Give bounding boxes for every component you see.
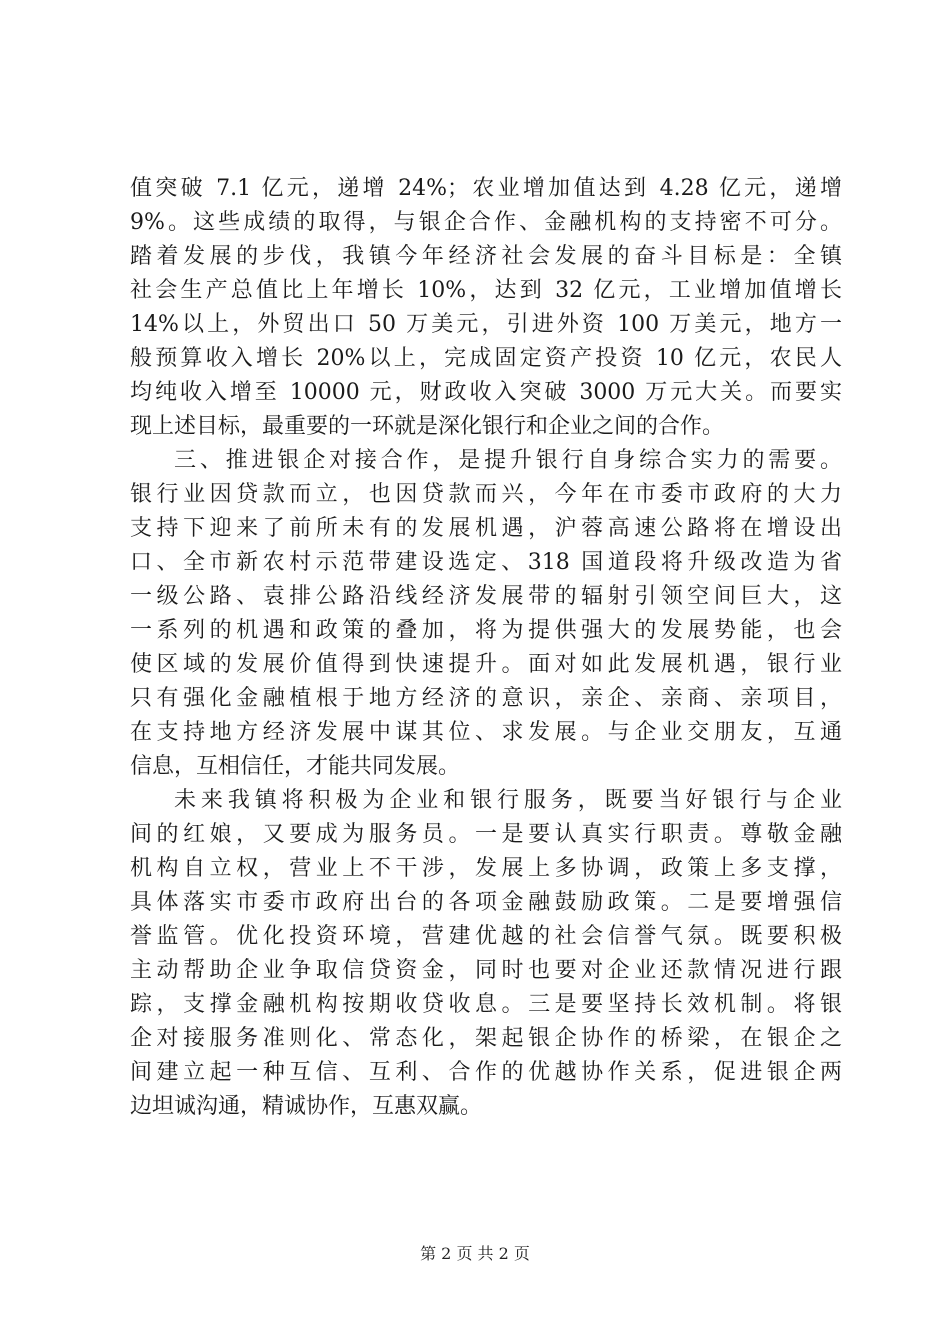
- paragraph-3: [130, 784, 842, 1124]
- text-line: 均纯收入增至 10000 元，财政收入突破 3000 万元大关。而要实: [130, 380, 842, 405]
- text-line: 间建立起一种互信、互利、合作的优越协作关系，促进银企两: [130, 1060, 842, 1085]
- text-line: 9%。这些成绩的取得，与银企合作、金融机构的支持密不可分。: [130, 210, 842, 235]
- text-line: 间的红娘，又要成为服务员。一是要认真实行职责。尊敬金融: [130, 822, 842, 847]
- text-line: 般预算收入增长 20%以上，完成固定资产投资 10 亿元，农民人: [130, 346, 842, 371]
- text-line: 口、全市新农村示范带建设选定、318 国道段将升级改造为省: [130, 550, 842, 575]
- text-line: 值突破 7.1 亿元，递增 24%；农业增加值达到 4.28 亿元，递增: [130, 176, 842, 201]
- text-line: 踏着发展的步伐，我镇今年经济社会发展的奋斗目标是：全镇: [130, 244, 842, 269]
- text-line: 未来我镇将积极为企业和银行服务，既要当好银行与企业: [174, 788, 842, 813]
- text-line: 企对接服务准则化、常态化，架起银企协作的桥梁，在银企之: [130, 1026, 842, 1051]
- text-line: 机构自立权，营业上不干涉，发展上多协调，政策上多支撑，: [130, 856, 842, 881]
- document-body: [130, 172, 842, 1124]
- text-line: 银行业因贷款而立，也因贷款而兴，今年在市委市政府的大力: [130, 482, 842, 507]
- text-line: 一级公路、袁排公路沿线经济发展带的辐射引领空间巨大，这: [130, 584, 842, 609]
- text-line: 在支持地方经济发展中谋其位、求发展。与企业交朋友，互通: [130, 720, 842, 745]
- paragraph-1: [130, 172, 842, 444]
- text-line: 誉监管。优化投资环境，营建优越的社会信誉气氛。既要积极: [130, 924, 842, 949]
- page-number-label: 第 2 页 共 2 页: [420, 1244, 530, 1263]
- text-line: 只有强化金融植根于地方经济的意识，亲企、亲商、亲项目，: [130, 686, 842, 711]
- page-footer: [0, 1244, 950, 1264]
- text-line: 踪，支撑金融机构按期收贷收息。三是要坚持长效机制。将银: [130, 992, 842, 1017]
- text-line: 支持下迎来了前所未有的发展机遇，沪蓉高速公路将在增设出: [130, 516, 842, 541]
- text-line: 一系列的机遇和政策的叠加，将为提供强大的发展势能，也会: [130, 618, 842, 643]
- text-line: 现上述目标，最重要的一环就是深化银行和企业之间的合作。: [130, 414, 725, 439]
- text-line: 信息，互相信任，才能共同发展。: [130, 754, 461, 779]
- text-line: 社会生产总值比上年增长 10%，达到 32 亿元，工业增加值增长: [130, 278, 842, 303]
- text-line: 具体落实市委市政府出台的各项金融鼓励政策。二是要增强信: [130, 890, 842, 915]
- paragraph-2: [130, 444, 842, 784]
- text-line: 主动帮助企业争取信贷资金，同时也要对企业还款情况进行跟: [130, 958, 842, 983]
- text-line: 边坦诚沟通，精诚协作，互惠双赢。: [130, 1094, 483, 1119]
- text-line: 三、推进银企对接合作，是提升银行自身综合实力的需要。: [174, 448, 842, 473]
- text-line: 14%以上，外贸出口 50 万美元，引进外资 100 万美元，地方一: [130, 312, 842, 337]
- text-line: 使区域的发展价值得到快速提升。面对如此发展机遇，银行业: [130, 652, 842, 677]
